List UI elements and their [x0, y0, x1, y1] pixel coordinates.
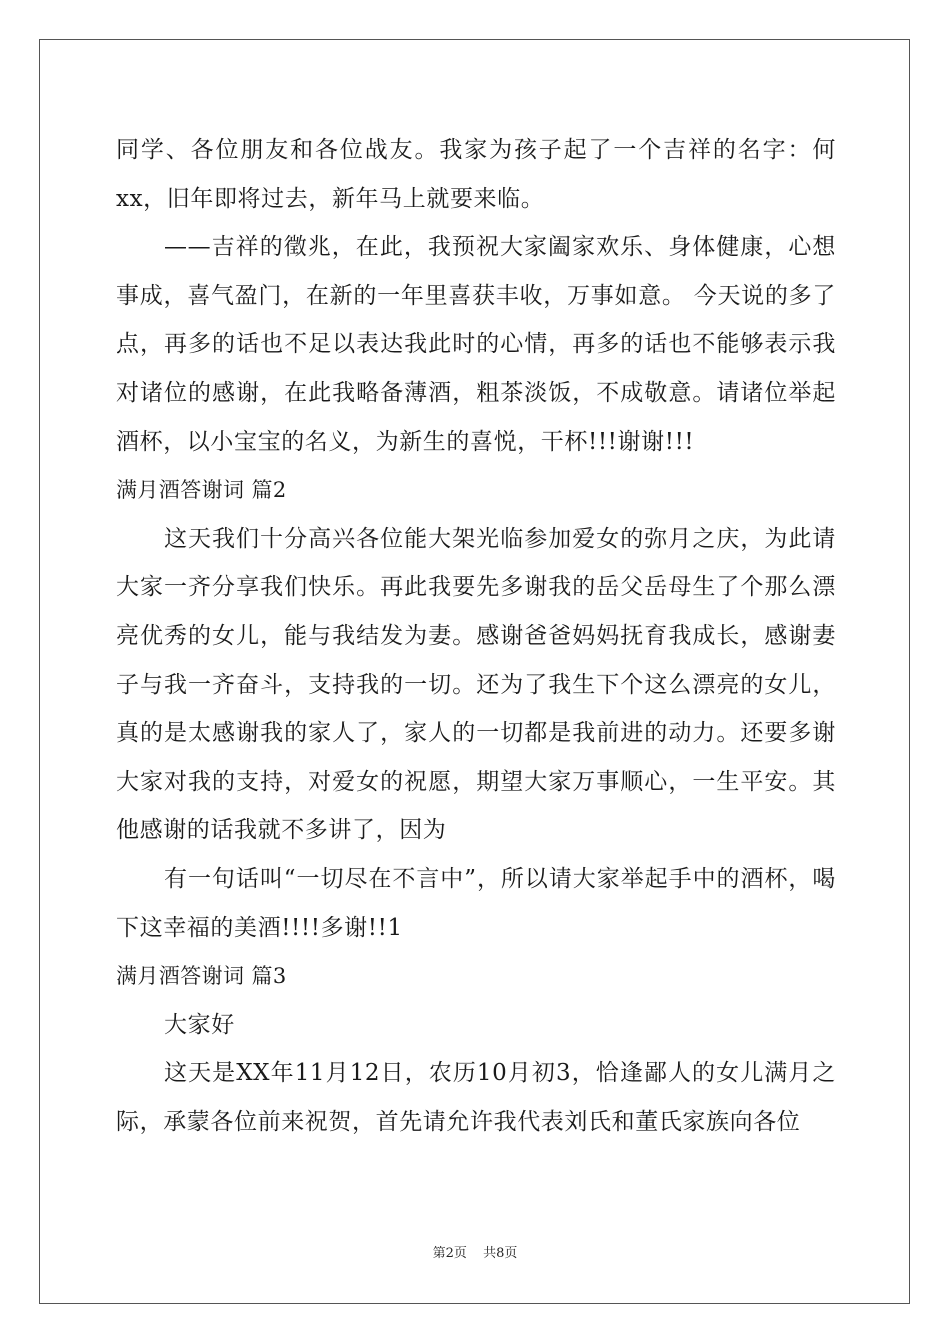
paragraph-3: 这天我们十分高兴各位能大架光临参加爱女的弥月之庆，为此请大家一齐分享我们快乐。再此我要先多谢我的岳父岳母生了个那么漂亮优秀的女儿，能与我结发为妻。感谢爸爸妈妈抚育我成长，感谢妻子与我一齐奋斗，支持我的一切。还为了我生下个这么漂亮的女儿，真的是太感谢我的家人了，家人的一切都是我前进的动力。还要多谢大家对我的支持，对爱女的祝愿，期望大家万事顺心，一生平安。其他感谢的话我就不多讲了，因为	[116, 525, 836, 844]
paragraph-5: 大家好	[164, 1011, 235, 1038]
paragraph-1: 同学、各位朋友和各位战友。我家为孩子起了一个吉祥的名字：何xx，旧年即将过去，新年马上就要来临。	[116, 137, 836, 212]
page-footer	[0, 1242, 950, 1261]
section-heading-2: 满月酒答谢词 篇2	[116, 478, 287, 503]
paragraph-2: ——吉祥的徵兆，在此，我预祝大家阖家欢乐、身体健康，心想事成，喜气盈门，在新的一年里喜获丰收，万事如意。 今天说的多了点，再多的话也不足以表达我此时的心情，再多的话也不能够表示我对诸位的感谢，在此我略备薄酒，粗茶淡饭，不成敬意。请诸位举起酒杯，以小宝宝的名义，为新生的喜悦，干杯!!!谢谢!!!	[116, 234, 836, 455]
section-heading-3: 满月酒答谢词 篇3	[116, 964, 287, 989]
page-number: 第2页	[432, 1246, 467, 1261]
paragraph-4: 有一句话叫“一切尽在不言中”，所以请大家举起手中的酒杯，喝下这幸福的美酒!!!!多谢!!1	[116, 865, 836, 941]
document-body	[116, 126, 836, 1146]
page-total: 共8页	[483, 1246, 518, 1261]
paragraph-6: 这天是XX年11月12日，农历10月初3，恰逢鄙人的女儿满月之际，承蒙各位前来祝贺，首先请允许我代表刘氏和董氏家族向各位	[116, 1060, 836, 1135]
